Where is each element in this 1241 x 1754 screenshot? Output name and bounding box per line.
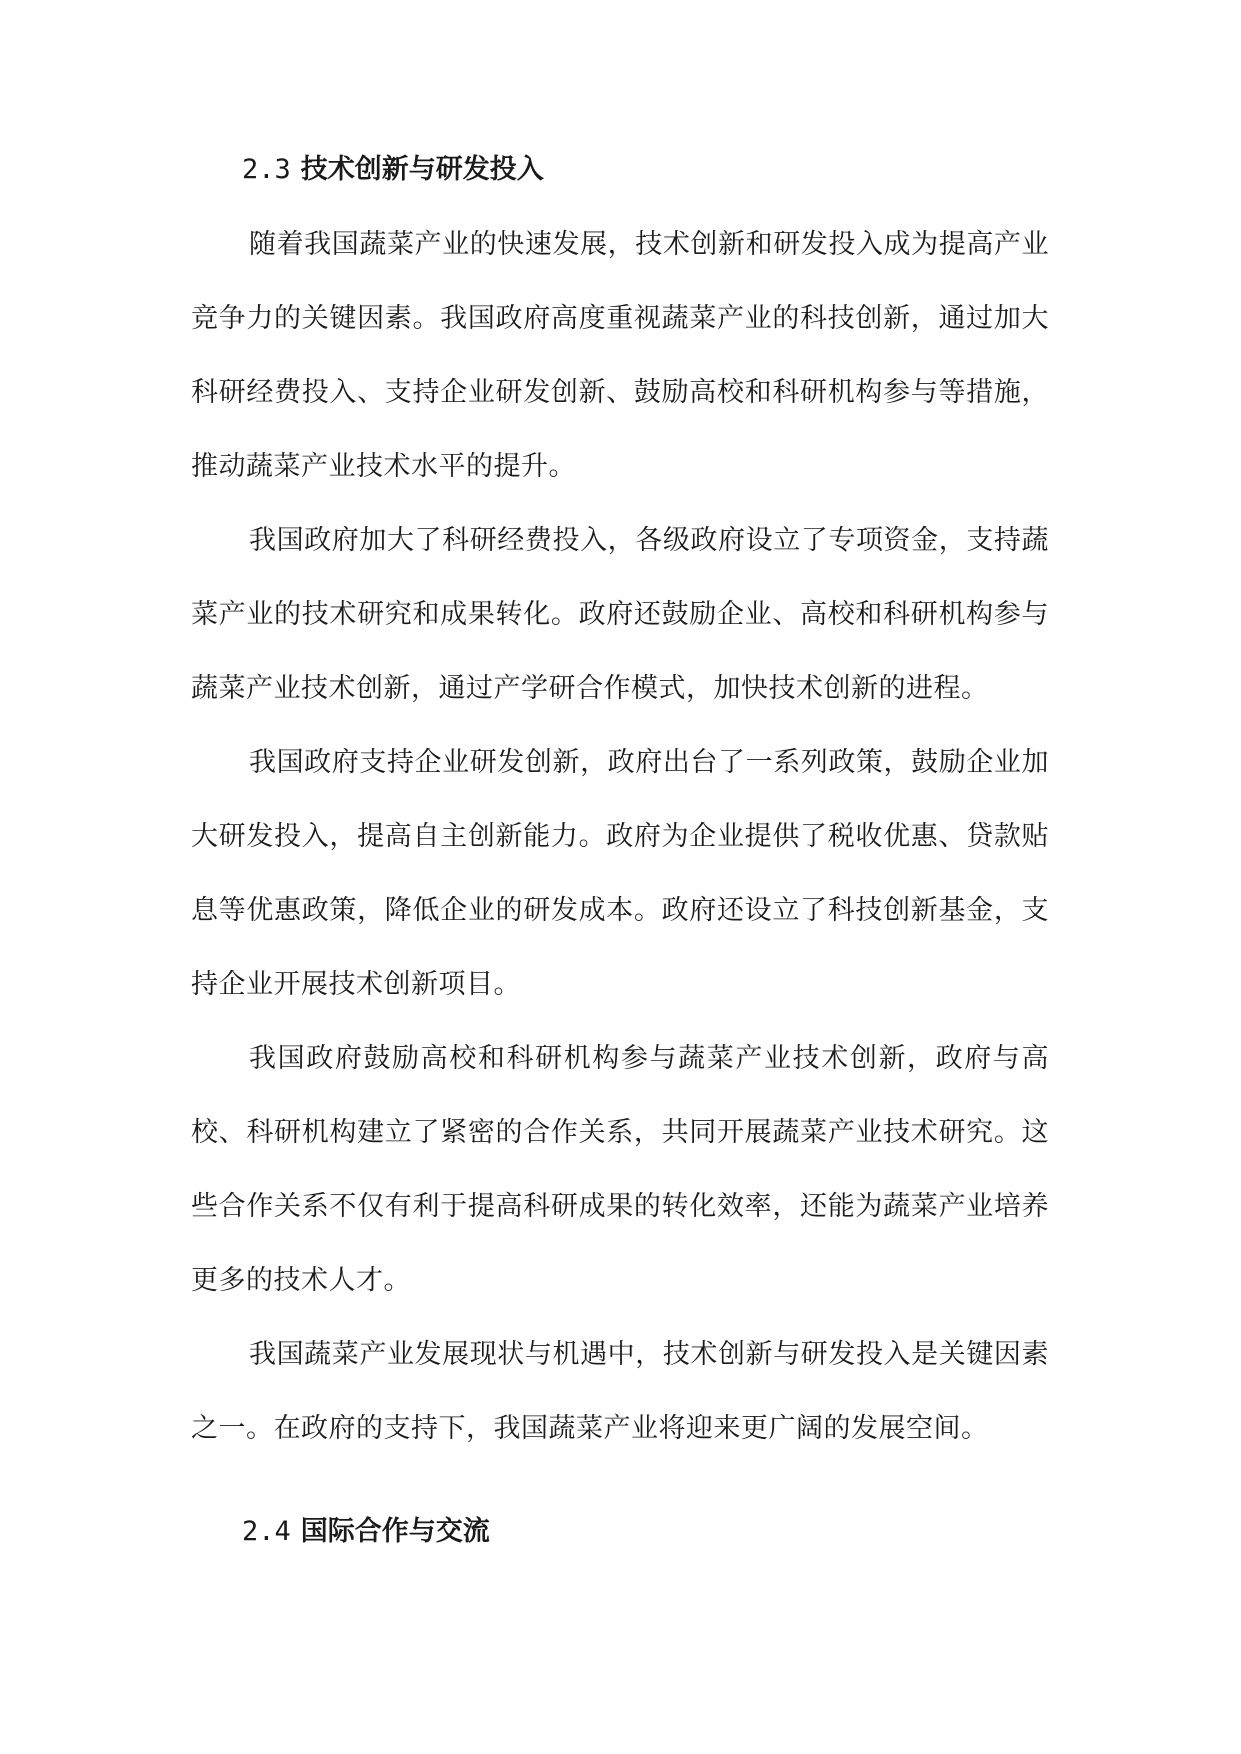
section-heading-2-3	[191, 140, 1049, 200]
paragraph-2: 我国政府加大了科研经费投入，各级政府设立了专项资金，支持蔬菜产业的技术研究和成果转化。政府还鼓励企业、高校和科研机构参与蔬菜产业技术创新，通过产学研合作模式，加快技术创新的进程。	[191, 525, 1049, 704]
paragraph-4: 我国政府鼓励高校和科研机构参与蔬菜产业技术创新，政府与高校、科研机构建立了紧密的合作关系，共同开展蔬菜产业技术研究。这些合作关系不仅有利于提高科研成果的转化效率，还能为蔬菜产业培养更多的技术人才。	[191, 1043, 1049, 1296]
section-title: 技术创新与研发投入	[300, 154, 544, 185]
document-body	[191, 140, 1049, 1562]
section-number: 2.3	[242, 154, 291, 185]
section-number: 2.4	[242, 1516, 291, 1547]
section-title: 国际合作与交流	[300, 1516, 490, 1547]
paragraph-5: 我国蔬菜产业发展现状与机遇中，技术创新与研发投入是关键因素之一。在政府的支持下，我国蔬菜产业将迎来更广阔的发展空间。	[191, 1339, 1049, 1444]
paragraph-1: 随着我国蔬菜产业的快速发展，技术创新和研发投入成为提高产业竞争力的关键因素。我国政府高度重视蔬菜产业的科技创新，通过加大科研经费投入、支持企业研发创新、鼓励高校和科研机构参与等措施，推动蔬菜产业技术水平的提升。	[191, 229, 1049, 482]
paragraph-3: 我国政府支持企业研发创新，政府出台了一系列政策，鼓励企业加大研发投入，提高自主创新能力。政府为企业提供了税收优惠、贷款贴息等优惠政策，降低企业的研发成本。政府还设立了科技创新基金，支持企业开展技术创新项目。	[191, 747, 1049, 1000]
section-heading-2-4	[191, 1502, 1049, 1562]
